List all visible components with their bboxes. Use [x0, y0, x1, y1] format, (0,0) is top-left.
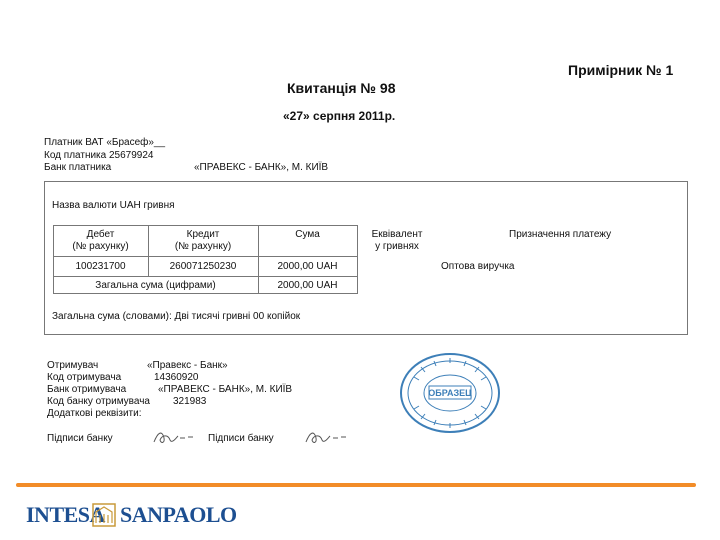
- stamp-text: ОБРАЗЕЦ: [428, 388, 472, 398]
- payer-name: Платник ВАТ «Брасеф»__: [44, 137, 166, 148]
- recipient-code-label: Код отримувача: [47, 372, 122, 383]
- bank-signature-label-2: Підписи банку: [208, 433, 274, 444]
- currency-name: Назва валюти UAH гривня: [52, 200, 175, 211]
- recipient-bank-value: «ПРАВЕКС - БАНК», М. КИЇВ: [158, 384, 293, 395]
- total-figures-label: Загальна сума (цифрами): [95, 280, 216, 291]
- recipient-bank-code-value: 321983: [173, 396, 207, 407]
- payer-bank-label: Банк платника: [44, 162, 112, 173]
- payer-bank-value: «ПРАВЕКС - БАНК», М. КИЇВ: [194, 162, 329, 173]
- additional-details-label: Додаткові реквізити:: [47, 408, 142, 419]
- bank-logo-emblem-icon: [92, 503, 116, 527]
- signature-2: [304, 426, 354, 448]
- col-credit-header: Кредит (№ рахунку): [174, 229, 232, 252]
- total-words: Загальна сума (словами): Дві тисячі гривні 00 копійок: [52, 311, 301, 322]
- receipt-date: «27» серпня 2011р.: [283, 109, 396, 123]
- table-header-line: [53, 256, 358, 257]
- col-equivalent-header: Еквівалент у гривнях: [371, 229, 423, 252]
- signature-1: [152, 426, 202, 448]
- col-purpose-header: Призначення платежу: [509, 229, 612, 240]
- copy-number-label: Примірник № 1: [568, 62, 674, 78]
- payer-code: Код платника 25679924: [44, 150, 154, 161]
- row-purpose: Оптова виручка: [441, 261, 515, 272]
- bank-stamp-seal: [399, 352, 501, 434]
- footer-orange-rule: [16, 483, 696, 487]
- table-row-line: [53, 276, 358, 277]
- recipient-value: «Правекс - Банк»: [147, 360, 228, 371]
- logo-sanpaolo: SANPAOLO: [120, 502, 237, 527]
- table-top-line: [53, 225, 358, 226]
- row-debit-account: 100231700: [75, 261, 126, 272]
- row-credit-account: 260071250230: [169, 261, 237, 272]
- logo-intesa: INTESA: [26, 502, 105, 527]
- total-figures-value: 2000,00 UAH: [277, 280, 338, 291]
- col-sum-header: Сума: [295, 229, 320, 240]
- bank-signature-label-1: Підписи банку: [47, 433, 113, 444]
- table-bottom-line: [53, 293, 358, 294]
- recipient-label: Отримувач: [47, 360, 99, 371]
- recipient-code-value: 14360920: [154, 372, 199, 383]
- row-sum: 2000,00 UAH: [277, 261, 338, 272]
- recipient-bank-label: Банк отримувача: [47, 384, 127, 395]
- receipt-title: Квитанція № 98: [287, 80, 396, 96]
- recipient-bank-code-label: Код банку отримувача: [47, 396, 150, 407]
- col-debit-header: Дебет (№ рахунку): [72, 229, 129, 252]
